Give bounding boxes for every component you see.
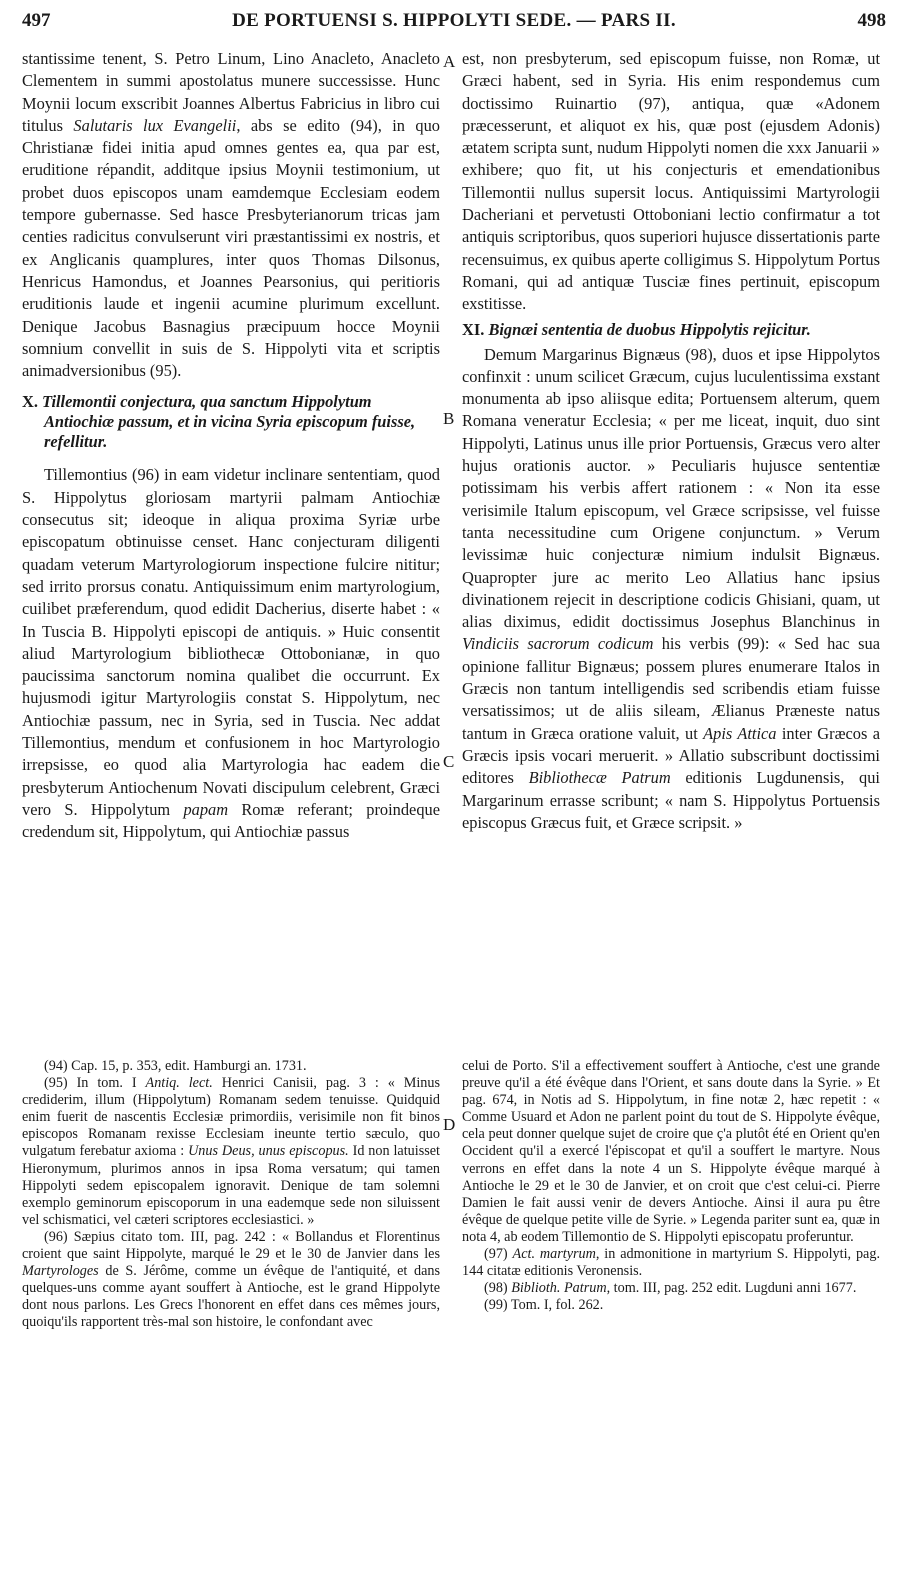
footnotes-right [462,1058,880,1314]
page-number-left: 497 [22,10,51,31]
section-xi-heading: XI. Bignæi sententia de duobus Hippolytis rejicitur. [462,319,811,339]
footnote-99: (99) Tom. I, fol. 262. [484,1297,604,1314]
left-paragraph-1: stantissime tenent, S. Petro Linum, Lino Anacleto, Anacleto Clementem in summi apostolatus munere successisse. Hunc Moynii locum exscribit Joannes Albertus Fabricius in libro cui titulus Salutaris lux Evangelii, abs se edito (94), in quo Christianæ fidei initia apud omnes gentes ea, qua par est, eruditione répandit, additque ipsius Moynii testimonium, ut probet duos episcopos unam eamdemque Ecclesiam eodem tempore gubernasse. Sed hasce Presbyterianorum tricas jam centies radicitus convulserunt viri præstantissimi ex nostris, et ex Anglicanis quamplures, inter quos Thomas Dilsonus, Henricus Hamondus, et Joannes Pearsonius, qui peritioris eruditionis laude et ingenii acumine plurimum excellunt. Denique Jacobus Basnagius præcipuum hocce Moynii somnium convellit in suis de S. Hippolyti vita et scriptis animadversionibus (95). [22,49,440,381]
running-header [22,8,886,38]
right-paragraph-2: Demum Margarinus Bignæus (98), duos et ipse Hippolytos confinxit : unum scilicet Græcum, cujus luculentissima exstant monumenta ab ipso aliisque edita; Portuensem alterum, quem Romana veneratur Ecclesia; « per me liceat, inquit, duo sint Hippolyti, Latinus unus ille prior Portuensis, Græcus vero alter hujus orationis auctor. » Peculiaris hujusce sententiæ potissimam his verbis affert rationem : « Non ita esse verisimile Italum episcopum, vel Græce scripsisse, vel fuisse tanta necessitudine cum Origene conjunctum. » Verum levissimæ huic conjecturæ nimium indulsit Bignæus. Quapropter jure ac merito Leo Allatius hanc ipsius divinationem rejecit in descriptione codicis Ghisiani, quam, ut alias diximus, edidit doctissimus Josephus Blanchinus in Vindiciis sacrorum codicum his verbis (99): « Sed hac sua opinione fallitur Bignæus; possem plures enumerare Italos in Græcis non tantum intelligendis sed scribendis etiam fuisse versatissimos; ut de aliis sileam, Ælianus Præneste natus tantum in Græca oratione valuit, ut Apis Attica inter Græcos a Græcis ipsis vocari meruerit. » Allatio subscribunt doctissimi editores Bibliothecæ Patrum editionis Lugdunensis, qui Margarinum errasse scribunt; « nam S. Hippolytus Portuensis episcopus Græcus fuit, et Græce scripsit. » [462,344,880,832]
footnote-94: (94) Cap. 15, p. 353, edit. Hamburgi an. 1731. [44,1058,307,1074]
footnote-97: (97) Act. martyrum, in admonitione in martyrium S. Hippolyti, pag. 144 citatæ editionis Veronensis. [462,1246,880,1280]
footnote-95: (95) In tom. I Antiq. lect. Henrici Canisii, pag. 3 : « Minus crediderim, illum (Hippolytum) Romanam sedem tenuisse. Quidquid enim fuerit de nascentis Ecclesiæ primordiis, verisimile non fit binos episcopos Romanam rexisse Ecclesiam ineunte tertio sæculo, quo vulgatum ferebatur axioma : Unus Deus, unus episcopus. Id non latuisset Hieronymum, plurimos annos in ipsa Roma versatum; qui tamen Hippolyti sedem episcopalem ignoravit. Denique de tam solemni exemplo geminorum episcoporum in una eademque sede non siluissent vel schismatici, vel cæteri scriptores ecclesiastici. » [22,1075,441,1228]
right-column [462,48,880,834]
footnote-98: (98) Biblioth. Patrum, tom. III, pag. 252 edit. Lugduni anni 1677. [484,1280,857,1297]
section-x-heading: X. Tillemontii conjectura, qua sanctum Hippolytum Antiochiæ passum, et in vicina Syria episcopum fuisse, refellitur. [22,392,416,452]
left-paragraph-2: Tillemontius (96) in eam videtur inclinare sententiam, quod S. Hippolytus gloriosam martyrii palmam Antiochiæ consecutus sit; ideoque in aliqua proxima Syriæ urbe episcopatum obtinuisse censet. Hanc conjecturam diligenti quadam veterum Martyrologiorum inspectione fulcire nititur; sed irrito prorsus conatu. Antiquissimum enim martyrologium, cuilibet præferendum, quod edidit Dacherius, diserte habet : « In Tuscia B. Hippolyti episcopi de antiquis. » Huic consentit aliud Martyrologium bibliothecæ Ottobonianæ, in quo paucissima sanctorum nomina qualibet die occurrunt. Ex hujusmodi igitur Martyrologiis constat S. Hippolytum, nec Antiochiæ passum, nec in Syria, sed in Tuscia. Nec addat Tillemontius, mendum et confusionem in hoc Martyrologio irrepsisse, eo quod alia Martyrologia hac eadem die presbyterum Antiochenum Novati discipulum celebrent, Græci vero S. Hippolytum papam Romæ referant; proindeque credendum sit, Hippolytum, qui Antiochiæ passus [22,465,441,842]
running-title: DE PORTUENSI S. HIPPOLYTI SEDE. — PARS II. [232,10,676,31]
footnotes-left [22,1058,440,1332]
margin-letter-a: A [443,52,456,71]
right-paragraph-1: est, non presbyterum, sed episcopum fuisse, non Romæ, ut Græci habent, sed in Syria. His enim respondemus cum doctissimo Ruinartio (97), antiqua, quæ «Adonem præcesserunt, et aliquot ex his, quæ post (ejusdem Adonis) ætatem scripta sunt, nudum Hippolyti nomen die xxx Januarii » exhibere; quo fit, ut his conjecturis et emendationibus Tillemontii nullus supersit locus. Antiquissimi Martyrologii Dacheriani et pervetusti Ottoboniani lectio confirmatur a tot antiquis scriptoribus, quos superiori hujusce dissertationis parte recensuimus, ex quibus aperte colligimus S. Hippolytum Portus Romani, qui ad antiquæ Tusciæ fines pertinuit, episcopum exstitisse. [462,49,880,314]
margin-letter-c: C [443,752,455,771]
page-number-right: 498 [857,10,886,31]
margin-letter-d: D [443,1115,456,1134]
footnote-96-continued: celui de Porto. S'il a effectivement souffert à Antioche, c'est une grande preuve qu'il a été évêque dans l'Orient, et sans doute dans la Syrie. » Et pag. 674, in Notis ad S. Hippolytum, in fine notæ 2, hæc repetit : « Comme Usuard et Adon ne parlent point du tout de S. Hippolyte évêque, cela peut donner quelque sujet de croire que ç'a plutôt été en Orient qu'en Occident qu'il a exercé l'épiscopat et qu'il a souffert le martyre. Nous verrons en effet dans la note 4 un S. Hippolyte évêque marqué à Antioche le 29 et le 30 de Janvier, et on croit que c'est celui-ci. Pierre Damien le fait aussi venir de devers Antioche. Ainsi il aura pu être évêque de quelque petite ville de Syrie. » Legenda pariter sunt ea, quæ in nota 4, ab eodem Tillemontio de S. Hippolyti episcopatu proferuntur. [462,1058,880,1245]
footnote-96: (96) Sæpius citato tom. III, pag. 242 : « Bollandus et Florentinus croient que saint Hippolyte, marqué le 29 et le 30 de Janvier dans les Martyrologes de S. Jérôme, comme un évêque de l'antiquité, et dans quelques-uns comme ayant souffert à Antioche, est le grand Hippolyte dont nous parlons. Les Grecs l'honorent en effet dans ces mêmes jours, quoiqu'ils rapportent très-mal son histoire, le confondant avec [22,1228,440,1331]
left-column [22,48,440,844]
margin-letter-b: B [443,409,455,428]
